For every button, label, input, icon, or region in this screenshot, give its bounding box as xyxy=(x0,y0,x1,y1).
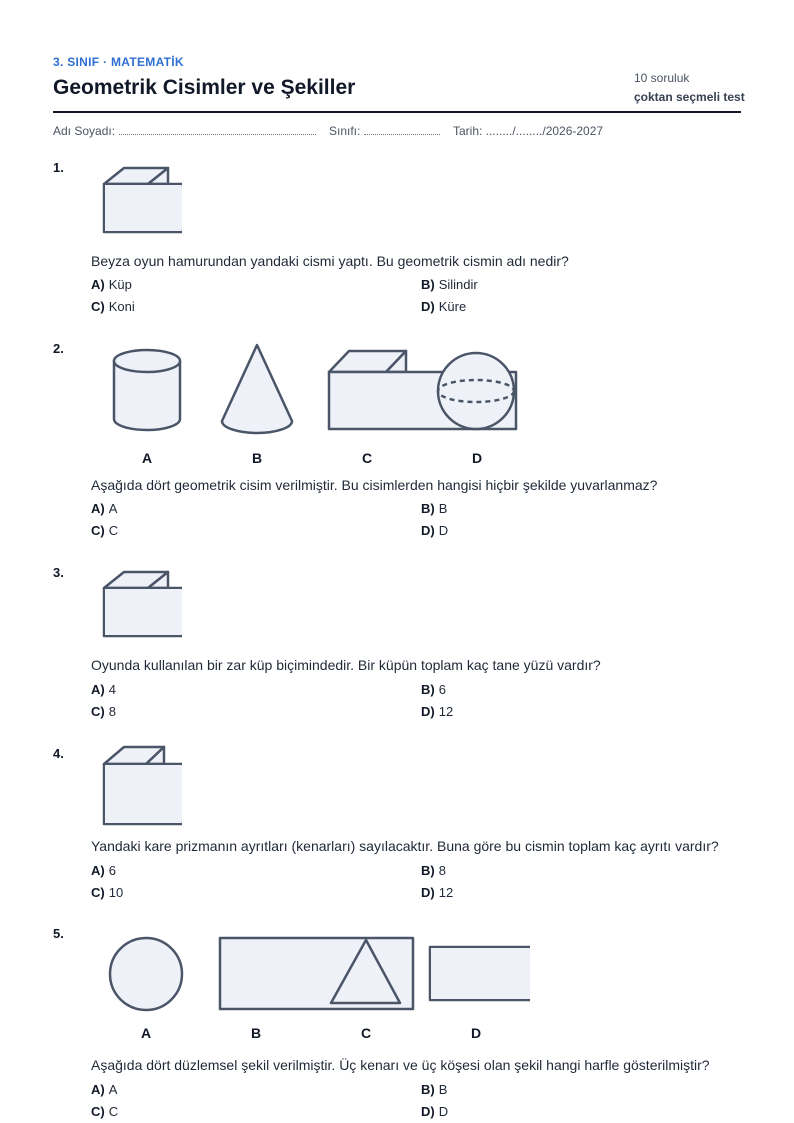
grade-label: 3. SINIF · MATEMATİK xyxy=(53,55,184,69)
question-1-figure xyxy=(96,160,196,240)
shape-label-c: C xyxy=(360,1025,372,1041)
name-field[interactable] xyxy=(53,124,316,138)
shape-label-d: D xyxy=(470,1025,482,1041)
cone-shape xyxy=(222,345,292,433)
question-5-option-c[interactable]: C) C xyxy=(91,1104,119,1119)
question-4-figure xyxy=(96,738,196,828)
cylinder-shape xyxy=(114,350,180,430)
question-2-figure xyxy=(100,335,530,445)
sphere-shape xyxy=(438,353,514,429)
question-2-option-d[interactable]: D) D xyxy=(421,523,449,538)
class-label: Sınıfı: xyxy=(329,124,361,138)
question-5-figure xyxy=(100,930,540,1016)
question-5-number: 5. xyxy=(53,926,64,941)
header-divider xyxy=(53,111,741,113)
question-1-text: Beyza oyun hamurundan yandaki cismi yaptı. Bu geometrik cismin adı nedir? xyxy=(91,253,569,269)
question-4-option-c[interactable]: C) 10 xyxy=(91,885,124,900)
prism-shape xyxy=(104,168,182,232)
question-1-option-b[interactable]: B) Silindir xyxy=(421,277,478,292)
figure-label-c: C xyxy=(361,450,373,466)
question-3-option-b[interactable]: B) 6 xyxy=(421,682,446,697)
figure-label-b: B xyxy=(251,450,263,466)
question-2-text: Aşağıda dört geometrik cisim verilmiştir. Bu cisimlerden hangisi hiçbir şekilde yuvarlanmaz? xyxy=(91,477,658,493)
figure-label-d: D xyxy=(471,450,483,466)
figure-label-a: A xyxy=(141,450,153,466)
question-1-number: 1. xyxy=(53,160,64,175)
class-line xyxy=(364,124,440,135)
test-type: çoktan seçmeli test xyxy=(634,90,745,104)
question-1-option-a[interactable]: A) Küp xyxy=(91,277,132,292)
question-3-option-d[interactable]: D) 12 xyxy=(421,704,454,719)
class-field[interactable] xyxy=(329,124,440,138)
circle-shape xyxy=(110,938,182,1010)
shape-label-a: A xyxy=(140,1025,152,1041)
name-label: Adı Soyadı: xyxy=(53,124,116,138)
question-2-option-c[interactable]: C) C xyxy=(91,523,119,538)
question-3-number: 3. xyxy=(53,565,64,580)
question-4-option-a[interactable]: A) 6 xyxy=(91,863,116,878)
question-2-number: 2. xyxy=(53,341,64,356)
cube-shape xyxy=(104,572,182,636)
question-2-option-a[interactable]: A) A xyxy=(91,501,118,516)
question-5-option-b[interactable]: B) B xyxy=(421,1082,448,1097)
question-1-option-d[interactable]: D) Küre xyxy=(421,299,467,314)
shape-label-b: B xyxy=(250,1025,262,1041)
question-3-option-a[interactable]: A) 4 xyxy=(91,682,116,697)
question-count: 10 soruluk xyxy=(634,71,690,85)
question-3-figure xyxy=(96,564,196,644)
question-5-option-d[interactable]: D) D xyxy=(421,1104,449,1119)
question-5-option-a[interactable]: A) A xyxy=(91,1082,118,1097)
name-line xyxy=(119,124,316,135)
question-4-number: 4. xyxy=(53,746,64,761)
question-3-option-c[interactable]: C) 8 xyxy=(91,704,116,719)
question-1-option-c[interactable]: C) Koni xyxy=(91,299,135,314)
question-2-option-b[interactable]: B) B xyxy=(421,501,448,516)
question-4-option-b[interactable]: B) 8 xyxy=(421,863,446,878)
question-4-option-d[interactable]: D) 12 xyxy=(421,885,454,900)
question-4-text: Yandaki kare prizmanın ayrıtları (kenarları) sayılacaktır. Buna göre bu cismin toplam kaç ayrıtı vardır? xyxy=(91,838,719,854)
question-5-text: Aşağıda dört düzlemsel şekil verilmiştir. Üç kenarı ve üç köşesi olan şekil hangi harfle gösterilmiştir? xyxy=(91,1057,710,1073)
page-title: Geometrik Cisimler ve Şekiller xyxy=(53,76,356,99)
date-field[interactable] xyxy=(453,124,603,138)
square-prism-shape xyxy=(104,747,182,824)
date-label: Tarih: ......../......../2026-2027 xyxy=(453,124,604,138)
question-3-text: Oyunda kullanılan bir zar küp biçimindedir. Bir küpün toplam kaç tane yüzü vardır? xyxy=(91,657,601,673)
